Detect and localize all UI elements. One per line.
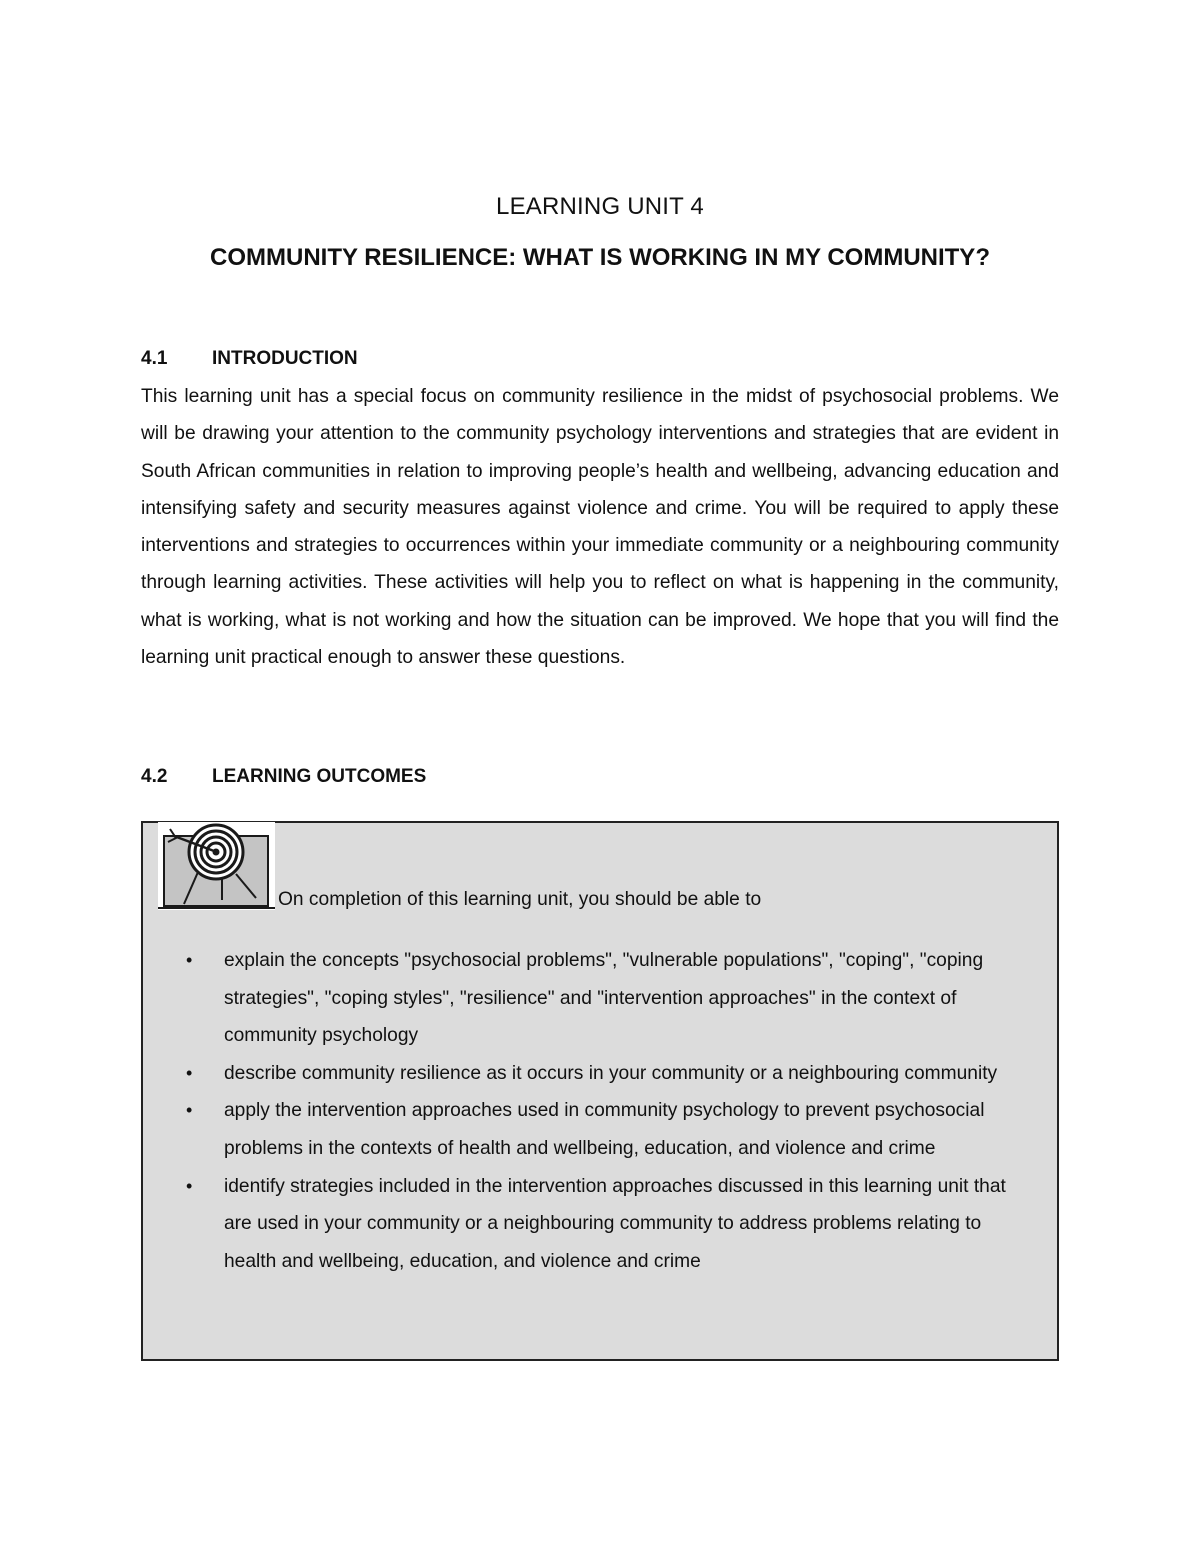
- section-heading-outcomes: [141, 766, 426, 788]
- unit-title: LEARNING UNIT 4: [496, 193, 704, 220]
- section-title: LEARNING OUTCOMES: [212, 766, 427, 787]
- section-number: 4.2: [141, 766, 168, 787]
- section-title: INTRODUCTION: [212, 348, 358, 369]
- target-icon: [158, 822, 275, 910]
- outcome-text: identify strategies included in the intervention approaches discussed in this learning unit that are used in your community or a neighbouring community to address problems relating to health and wellbeing, education, and violence and crime: [224, 1175, 1006, 1272]
- bullet-icon: •: [186, 1175, 193, 1196]
- bullet-icon: •: [186, 1062, 193, 1083]
- outcome-text: explain the concepts "psychosocial problems", "vulnerable populations", "coping", "coping strategies", "coping styles", "resilience" and "intervention approaches" in the context of community psychology: [224, 950, 984, 1047]
- list-item: [186, 1092, 1034, 1167]
- section-heading-introduction: [141, 348, 358, 370]
- list-item: [186, 1055, 1034, 1093]
- outcomes-list: [186, 942, 1034, 1280]
- bullet-icon: •: [186, 950, 193, 970]
- list-item: [186, 942, 1034, 1055]
- learning-outcomes-box: [141, 821, 1059, 1361]
- introduction-paragraph: This learning unit has a special focus on community resilience in the midst of psychosocial problems. We will be drawing your attention to the community psychology interventions and strategies that are evident in South African communities in relation to improving people’s health and wellbeing, advancing education and intensifying safety and security measures against violence and crime. You will be required to apply these interventions and strategies to occurrences within your immediate community or a neighbouring community through learning activities. These activities will help you to reflect on what is happening in the community, what is working, what is not working and how the situation can be improved. We hope that you will find the learning unit practical enough to answer these questions.: [141, 386, 1059, 669]
- unit-subtitle: COMMUNITY RESILIENCE: WHAT IS WORKING IN MY COMMUNITY?: [210, 244, 990, 271]
- section-number: 4.1: [141, 348, 168, 369]
- bullet-icon: •: [186, 1100, 193, 1121]
- outcomes-lead-in: On completion of this learning unit, you should be able to: [278, 889, 762, 910]
- outcome-text: apply the intervention approaches used in community psychology to prevent psychosocial problems in the contexts of health and wellbeing, education, and violence and crime: [224, 1100, 985, 1159]
- outcome-text: describe community resilience as it occurs in your community or a neighbouring community: [224, 1062, 998, 1084]
- list-item: [186, 1168, 1034, 1281]
